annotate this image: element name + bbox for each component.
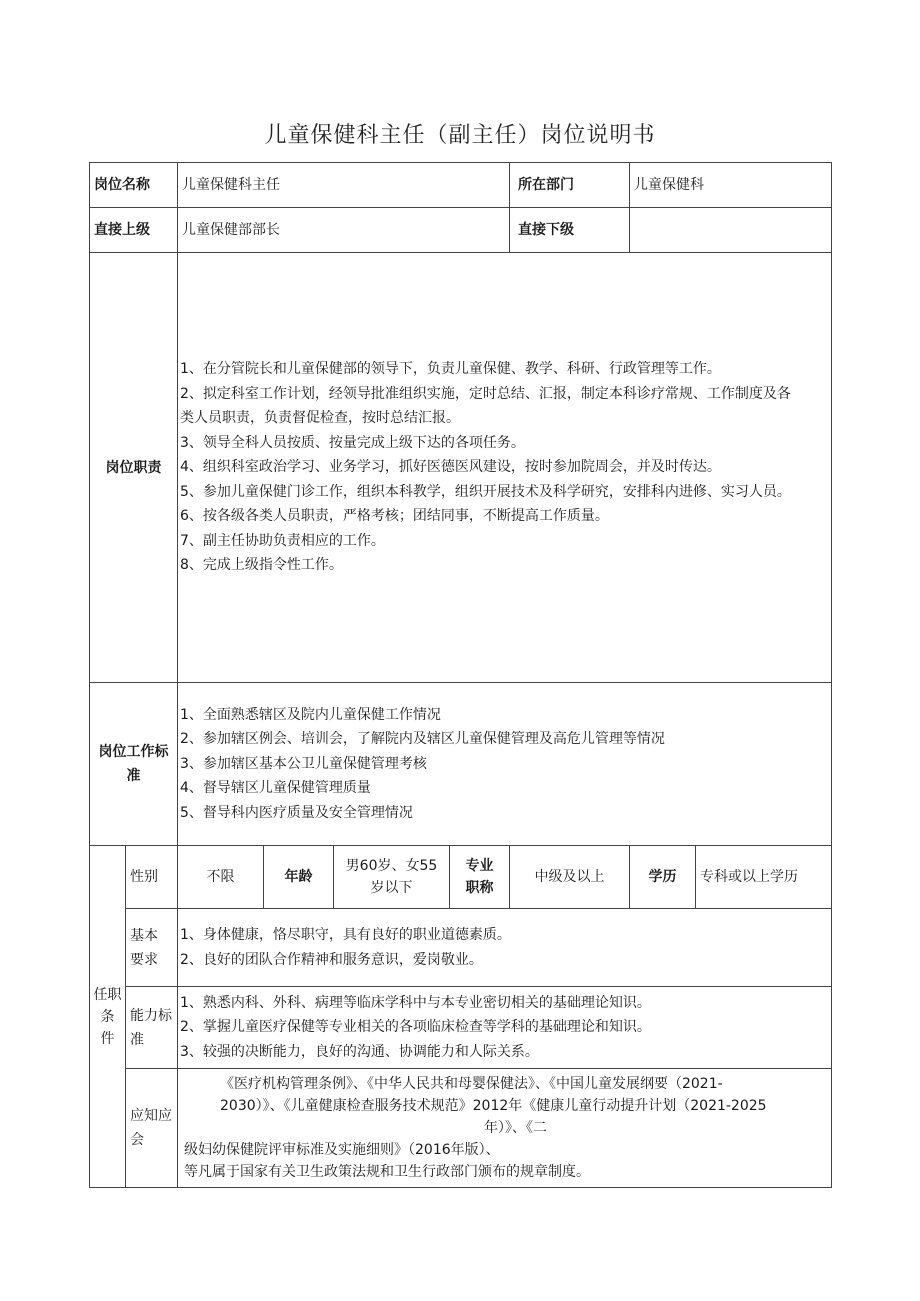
duty-item: 4、组织科室政治学习、业务学习，抓好医德医风建设，按时参加院周会，并及时传达。 xyxy=(180,459,721,476)
subordinate-label: 直接下级 xyxy=(510,208,630,253)
row-qual-basic-info xyxy=(90,846,832,909)
job-description-table xyxy=(89,162,832,1188)
qualifications-label: 任职 条 件 xyxy=(90,846,126,1188)
duty-item: 1、在分管院长和儿童保健部的领导下，负责儿童保健、教学、科研、行政管理等工作。 xyxy=(180,361,721,378)
row-qual-basic-req xyxy=(90,909,832,987)
ability-item: 3、较强的决断能力，良好的沟通、协调能力和人际关系。 xyxy=(180,1043,539,1060)
duty-item: 5、参加儿童保健门诊工作，组织本科教学，组织开展技术及科学研究，安排科内进修、实习人员。 xyxy=(180,483,791,500)
duty-item: 8、完成上级指令性工作。 xyxy=(180,557,343,574)
dept-label: 所在部门 xyxy=(510,163,630,208)
basic-req-label: 基本 要求 xyxy=(126,909,178,987)
ability-item: 1、熟悉内科、外科、病理等临床学科中与本专业密切相关的基础理论知识。 xyxy=(180,994,651,1011)
knowledge-line: 年）》、《二 xyxy=(484,1120,547,1136)
gender-label: 性别 xyxy=(126,846,178,909)
duty-item: 类人员职责，负责督促检查，按时总结汇报。 xyxy=(180,410,460,427)
title-label: 专业 职称 xyxy=(450,846,510,909)
document-title: 儿童保健科主任（副主任）岗位说明书 xyxy=(264,123,656,148)
age-value: 男60岁、女55 岁以下 xyxy=(334,846,450,909)
standards-list xyxy=(178,683,832,846)
standards-label: 岗位工作标 准 xyxy=(90,683,178,846)
dept-value: 儿童保健科 xyxy=(630,163,832,208)
standard-item: 1、全面熟悉辖区及院内儿童保健工作情况 xyxy=(180,706,441,723)
row-qual-ability xyxy=(90,987,832,1069)
edu-value: 专科或以上学历 xyxy=(696,846,832,909)
duty-item: 2、拟定科室工作计划，经领导批准组织实施，定时总结、汇报，制定本科诊疗常规、工作制度及各 xyxy=(180,385,791,402)
duty-item: 3、领导全科人员按质、按量完成上级下达的各项任务。 xyxy=(180,434,525,451)
basic-req-item: 1、身体健康，恪尽职守，具有良好的职业道德素质。 xyxy=(180,927,511,943)
standard-item: 5、督导科内医疗质量及安全管理情况 xyxy=(180,804,413,821)
knowledge-list xyxy=(178,1069,832,1188)
ability-list xyxy=(178,987,832,1069)
row-duties xyxy=(90,253,832,683)
duty-item: 6、按各级各类人员职责，严格考核；团结同事，不断提高工作质量。 xyxy=(180,508,609,525)
duties-list xyxy=(178,253,832,683)
ability-label: 能力标 准 xyxy=(126,987,178,1069)
post-name-label: 岗位名称 xyxy=(90,163,178,208)
standard-item: 4、督导辖区儿童保健管理质量 xyxy=(180,780,371,797)
knowledge-line: 2030）》、《儿童健康检查服务技术规范》2012年《健康儿童行动提升计划（2021-2025 xyxy=(220,1098,767,1114)
superior-value: 儿童保健部部长 xyxy=(178,208,510,253)
edu-label: 学历 xyxy=(630,846,696,909)
knowledge-line: 级妇幼保健院评审标准及实施细则》（2016年版）、 xyxy=(184,1142,500,1158)
standard-item: 3、参加辖区基本公卫儿童保健管理考核 xyxy=(180,755,427,772)
basic-req-item: 2、良好的团队合作精神和服务意识，爱岗敬业。 xyxy=(180,951,483,968)
title-value: 中级及以上 xyxy=(510,846,630,909)
row-standards xyxy=(90,683,832,846)
basic-req-list xyxy=(178,909,832,987)
subordinate-value xyxy=(630,208,832,253)
age-label: 年龄 xyxy=(264,846,334,909)
row-qual-knowledge xyxy=(90,1069,832,1188)
standard-item: 2、参加辖区例会、培训会，了解院内及辖区儿童保健管理及高危儿管理等情况 xyxy=(180,731,665,748)
post-name-value: 儿童保健科主任 xyxy=(178,163,510,208)
duty-item: 7、副主任协助负责相应的工作。 xyxy=(180,532,385,549)
row-post-name xyxy=(90,163,832,208)
gender-value: 不限 xyxy=(178,846,264,909)
knowledge-line: 《医疗机构管理条例》、《中华人民共和母婴保健法》、《中国儿童发展纲要（2021- xyxy=(220,1076,723,1092)
row-superior xyxy=(90,208,832,253)
knowledge-label: 应知应 会 xyxy=(126,1069,178,1188)
superior-label: 直接上级 xyxy=(90,208,178,253)
knowledge-line: 等凡属于国家有关卫生政策法规和卫生行政部门颁布的规章制度。 xyxy=(184,1164,590,1180)
ability-item: 2、掌握儿童医疗保健等专业相关的各项临床检查等学科的基础理论和知识。 xyxy=(180,1019,651,1036)
duties-label: 岗位职责 xyxy=(90,253,178,683)
